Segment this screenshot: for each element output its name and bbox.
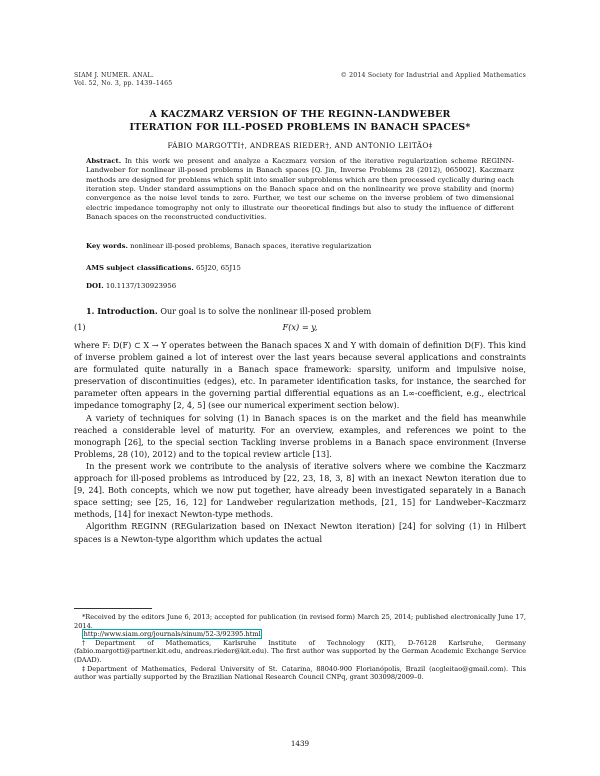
equation-body: F(x) = y, (282, 322, 318, 332)
footnote-received: *Received by the editors June 6, 2013; accepted for publication (in revised form) March 25, 2014; published electronically June 17, 2014. (74, 613, 526, 630)
keywords (86, 242, 514, 251)
journal-volume: Vol. 52, No. 3, pp. 1439–1465 (74, 80, 173, 87)
ams-label: AMS subject classifications. (86, 264, 194, 272)
paragraph-2: A variety of techniques for solving (1) in Banach spaces is on the market and the field has meanwhile reached a considerable level of maturity. For an overview, examples, and references we point to the monograph [26], to the special section Tackling inverse problems in a Banach space environment (Inverse Problems, 28 (10), 2012) and to the topical review article [13]. (74, 412, 526, 459)
footnote-rule (74, 608, 152, 609)
doi-label: DOI. (86, 282, 104, 290)
ams-text: 65J20, 65J15 (195, 264, 241, 272)
paragraph-4: Algorithm REGINN (REGularization based on INexact Newton iteration) [24] for solving (1) in Hilbert spaces is a Newton-type algorithm which updates the actual (74, 521, 526, 544)
footnote-author-ufsc: ‡Department of Mathematics, Federal University of St. Catarina, 88040-900 Florianópolis, Brazil (acgleitao@gmail.com). This author was partially supported by the Brazilian National Research Council CNPq, grant 303098/2009–0. (74, 664, 526, 682)
keywords-text: nonlinear ill-posed problems, Banach spaces, iterative regularization (130, 242, 372, 250)
section-heading: 1. Introduction. (86, 306, 158, 316)
abstract-text: In this work we present and analyze a Kaczmarz version of the iterative regularization scheme REGINN-Landweber for nonlinear ill-posed problems in Banach spaces [Q. Jin, Inverse Problems 28 (2012), 065002]. Kaczmarz methods are designed for problems which split into smaller subproblems which are then processed cyclically during each iteration step. Under standard assumptions on the Banach space and on the nonlinearity we prove stability and (norm) convergence as the noise level tends to zero. Further, we test our scheme on the inverse problem of two dimensional electric impedance tomography not only to illustrate our theoretical findings but also to study the influence of different Banach spaces on the reconstructed conductivities. (86, 157, 514, 222)
equation-number: (1) (74, 322, 86, 332)
abstract (86, 157, 514, 222)
intro-lead: Our goal is to solve the nonlinear ill-posed problem (160, 306, 372, 316)
author-list: FÁBIO MARGOTTI†, ANDREAS RIEDER†, AND ANTONIO LEITÃO‡ (167, 141, 433, 150)
ams-classifications (86, 264, 514, 273)
intro-heading-line (86, 305, 526, 317)
doi (86, 282, 514, 291)
paper-title-line-2: ITERATION FOR ILL-POSED PROBLEMS IN BANACH SPACES* (129, 122, 471, 133)
footnotes (74, 613, 526, 682)
page-number: 1439 (290, 739, 310, 748)
doi-text: 10.1137/130923956 (105, 282, 177, 290)
intro-body (74, 339, 526, 545)
keywords-label: Key words. (86, 242, 128, 250)
paragraph-3: In the present work we contribute to the analysis of iterative solvers where we combine the Kaczmarz approach for ill-posed problems as introduced by [22, 23, 18, 3, 8] with an inexact Newton iteration due to [9, 24]. Both concepts, which we now put together, have already been investigated separately in a Banach space setting; see [25, 16, 12] for Landweber regularization methods, [21, 15] for Landweber–Kaczmarz methods, [14] for inexact Newton-type methods. (74, 460, 526, 520)
paragraph-1: where F: D(F) ⊂ X → Y operates between the Banach spaces X and Y with domain of definition D(F). This kind of inverse problem gained a lot of interest over the last years because several applications and constraints are formulated quite naturally in a Banach space framework: sparsity, uniform and impulsive noise, preservation of discontinuities (edges), etc. In parameter identification tasks, for instance, the searched for parameter often appears in the governing partial differential equations as an L∞-coefficient, e.g., electrical impedance tomography [2, 4, 5] (see our numerical experiment section below). (74, 340, 526, 411)
abstract-label: Abstract. (86, 157, 122, 165)
journal-url-link[interactable]: http://www.siam.org/journals/sinum/52-3/92395.html (83, 630, 261, 639)
paper-title-line-1: A KACZMARZ VERSION OF THE REGINN-LANDWEBER (149, 109, 451, 120)
copyright-notice: © 2014 Society for Industrial and Applied Mathematics (340, 72, 526, 79)
footnote-authors-kit: †Department of Mathematics, Karlsruhe Institute of Technology (KIT), D-76128 Karlsruhe, Germany (fabio.margotti@partner.kit.edu, andreas.rieder@kit.edu). The first author was supported by the German Academic Exchange Service (DAAD). (74, 638, 526, 664)
footnote-url[interactable] (74, 630, 526, 639)
journal-name: SIAM J. NUMER. ANAL. (74, 72, 154, 79)
